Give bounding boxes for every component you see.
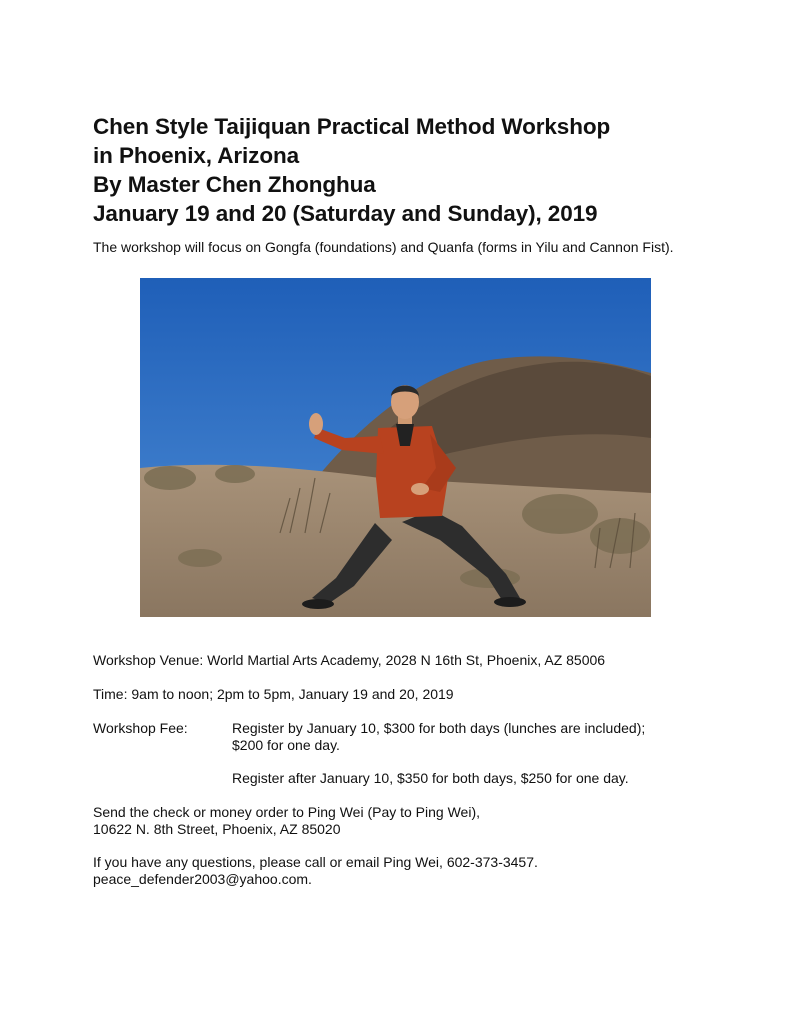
fee-early-oneday-line: $200 for one day. xyxy=(232,737,340,753)
payment-address-line: 10622 N. 8th Street, Phoenix, AZ 85020 xyxy=(93,821,341,837)
title-dates: January 19 and 20 (Saturday and Sunday), 2019 xyxy=(93,201,598,226)
title-workshop-name: Chen Style Taijiquan Practical Method Workshop xyxy=(93,114,611,139)
payment-instruction-line: Send the check or money order to Ping Wei (Pay to Ping Wei), xyxy=(93,804,481,820)
master-photo xyxy=(140,278,651,617)
title-instructor: By Master Chen Zhonghua xyxy=(93,172,376,197)
fee-label: Workshop Fee: xyxy=(93,720,188,736)
time-line: Time: 9am to noon; 2pm to 5pm, January 19 and 20, 2019 xyxy=(93,686,454,702)
title-location: in Phoenix, Arizona xyxy=(93,143,300,168)
fee-early-line: Register by January 10, $300 for both days (lunches are included); xyxy=(232,720,646,736)
contact-line: If you have any questions, please call or email Ping Wei, 602-373-3457. xyxy=(93,854,538,870)
fee-late-line: Register after January 10, $350 for both days, $250 for one day. xyxy=(232,770,629,786)
contact-email: peace_defender2003@yahoo.com. xyxy=(93,871,312,887)
venue-line: Workshop Venue: World Martial Arts Academy, 2028 N 16th St, Phoenix, AZ 85006 xyxy=(93,652,606,668)
title-block xyxy=(93,112,733,228)
intro-paragraph: The workshop will focus on Gongfa (foundations) and Quanfa (forms in Yilu and Cannon Fist). xyxy=(93,239,674,255)
